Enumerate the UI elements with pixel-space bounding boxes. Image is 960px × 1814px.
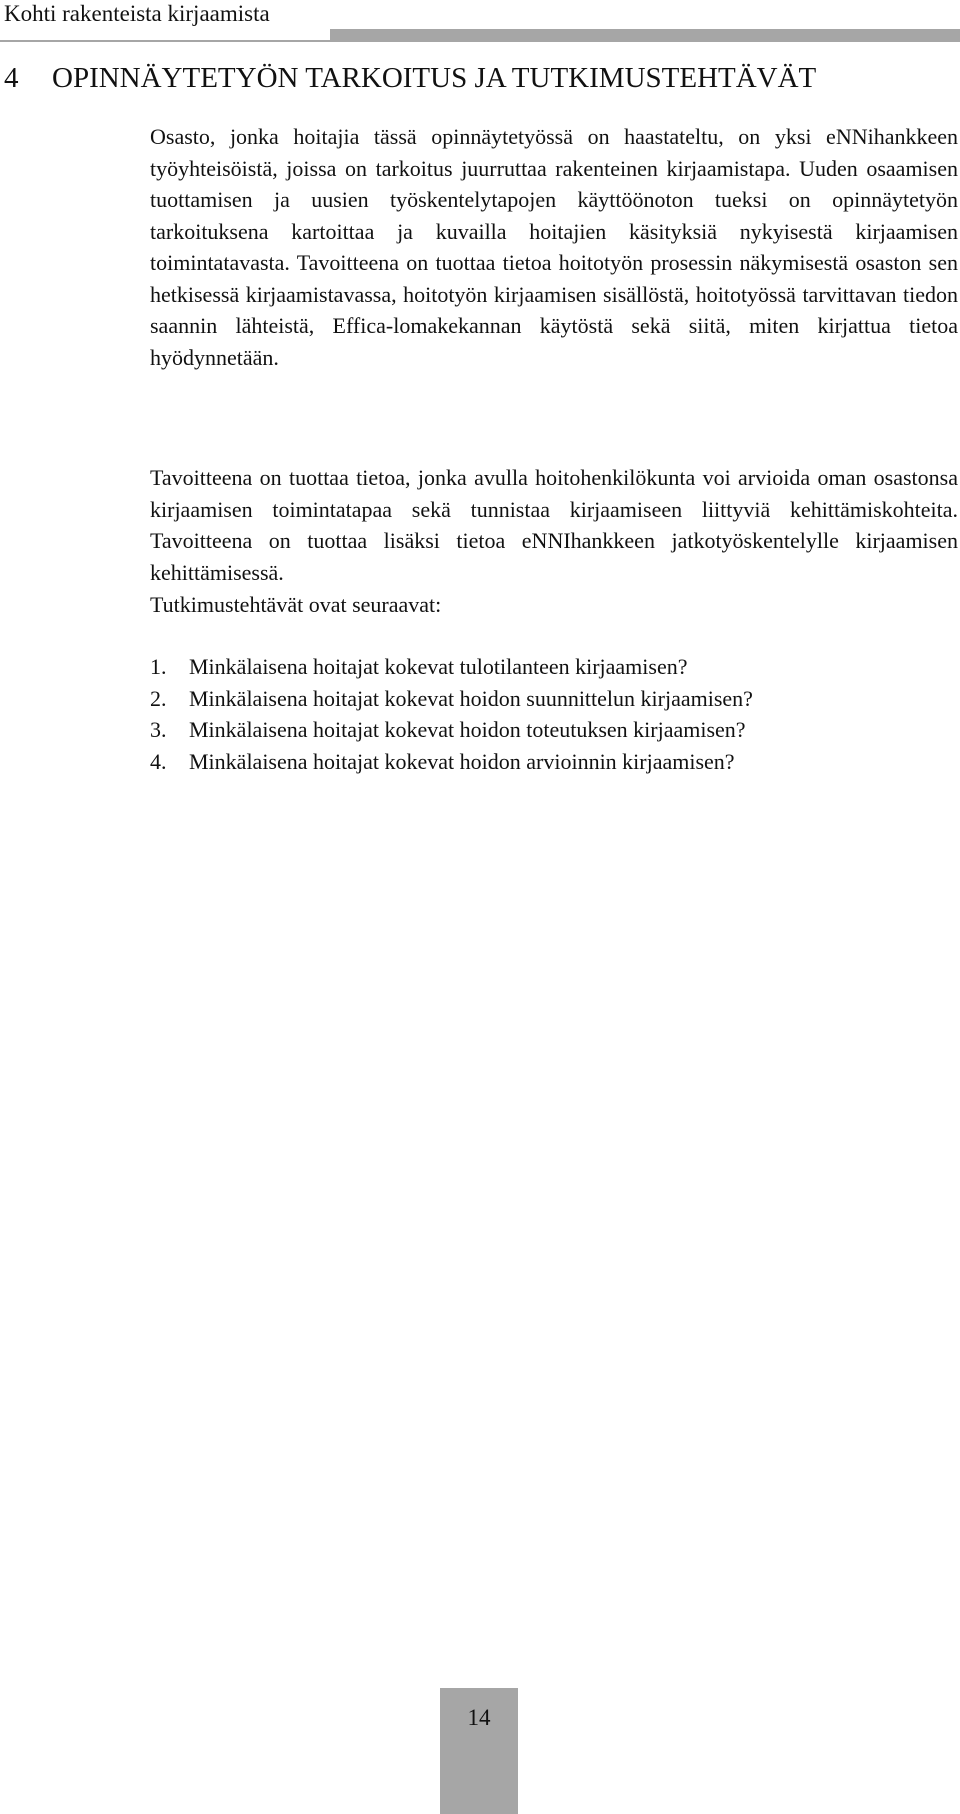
chapter-heading (4, 60, 816, 96)
list-item (150, 683, 958, 715)
list-item-text: Minkälaisena hoitajat kokevat hoidon suunnittelun kirjaamisen? (189, 685, 753, 711)
paragraph-text: Osasto, jonka hoitajia tässä opinnäytetyössä on haastateltu, on yksi eNNihankkeen työyhteisöistä, joissa on tarkoitus juurruttaa rakenteinen kirjaamistapa. Uuden osaamisen tuottamisen ja uusien työskentelytapojen käyttöönoton tueksi on opinnäytetyön tarkoituksena kartoittaa ja kuvailla hoitajien käsityksiä nykyisestä kirjaamisen toimintatavasta. Tavoitteena on tuottaa tietoa hoitotyön prosessin näkymisestä osaston sen hetkisessä kirjaamistavassa, hoitotyön kirjaamisen sisällöstä, hoitotyössä tarvittavan tiedon saannin lähteistä, Effica-lomakekannan käytöstä sekä siitä, miten kirjattua tietoa hyödynnetään. (150, 124, 958, 370)
research-task-list (150, 651, 958, 777)
paragraph-goals (150, 462, 958, 588)
chapter-title: OPINNÄYTETYÖN TARKOITUS JA TUTKIMUSTEHTÄVÄT (52, 62, 817, 94)
list-item (150, 651, 958, 683)
paragraph-tasks-intro (150, 589, 958, 621)
running-header (0, 0, 960, 30)
list-item-text: Minkälaisena hoitajat kokevat hoidon arvioinnin kirjaamisen? (189, 748, 735, 774)
paragraph-purpose (150, 121, 958, 373)
list-item (150, 714, 958, 746)
list-item (150, 746, 958, 778)
running-header-title: Kohti rakenteista kirjaamista (4, 1, 270, 26)
page-number: 14 (467, 1705, 491, 1730)
list-item-number: 3. (150, 717, 167, 742)
list-item-text: Minkälaisena hoitajat kokevat hoidon toteutuksen kirjaamisen? (189, 717, 746, 742)
list-item-number: 4. (150, 748, 167, 774)
list-item-number: 1. (150, 654, 167, 679)
header-rule (330, 29, 960, 42)
chapter-number: 4 (4, 62, 19, 94)
paragraph-text: Tutkimustehtävät ovat seuraavat: (150, 592, 442, 617)
list-item-text: Minkälaisena hoitajat kokevat tulotilanteen kirjaamisen? (189, 654, 688, 679)
list-item-number: 2. (150, 685, 167, 711)
paragraph-text: Tavoitteena on tuottaa tietoa, jonka avulla hoitohenkilökunta voi arvioida oman osastonsa kirjaamisen toimintatapaa sekä tunnistaa kirjaamiseen liittyviä kehittämiskohteita. Tavoitteena on tuottaa lisäksi tietoa eNNIhankkeen jatkotyöskentelylle kirjaamisen kehittämisessä. (150, 465, 958, 585)
header-rule-thin (0, 40, 330, 42)
page-number-box (440, 1688, 518, 1814)
